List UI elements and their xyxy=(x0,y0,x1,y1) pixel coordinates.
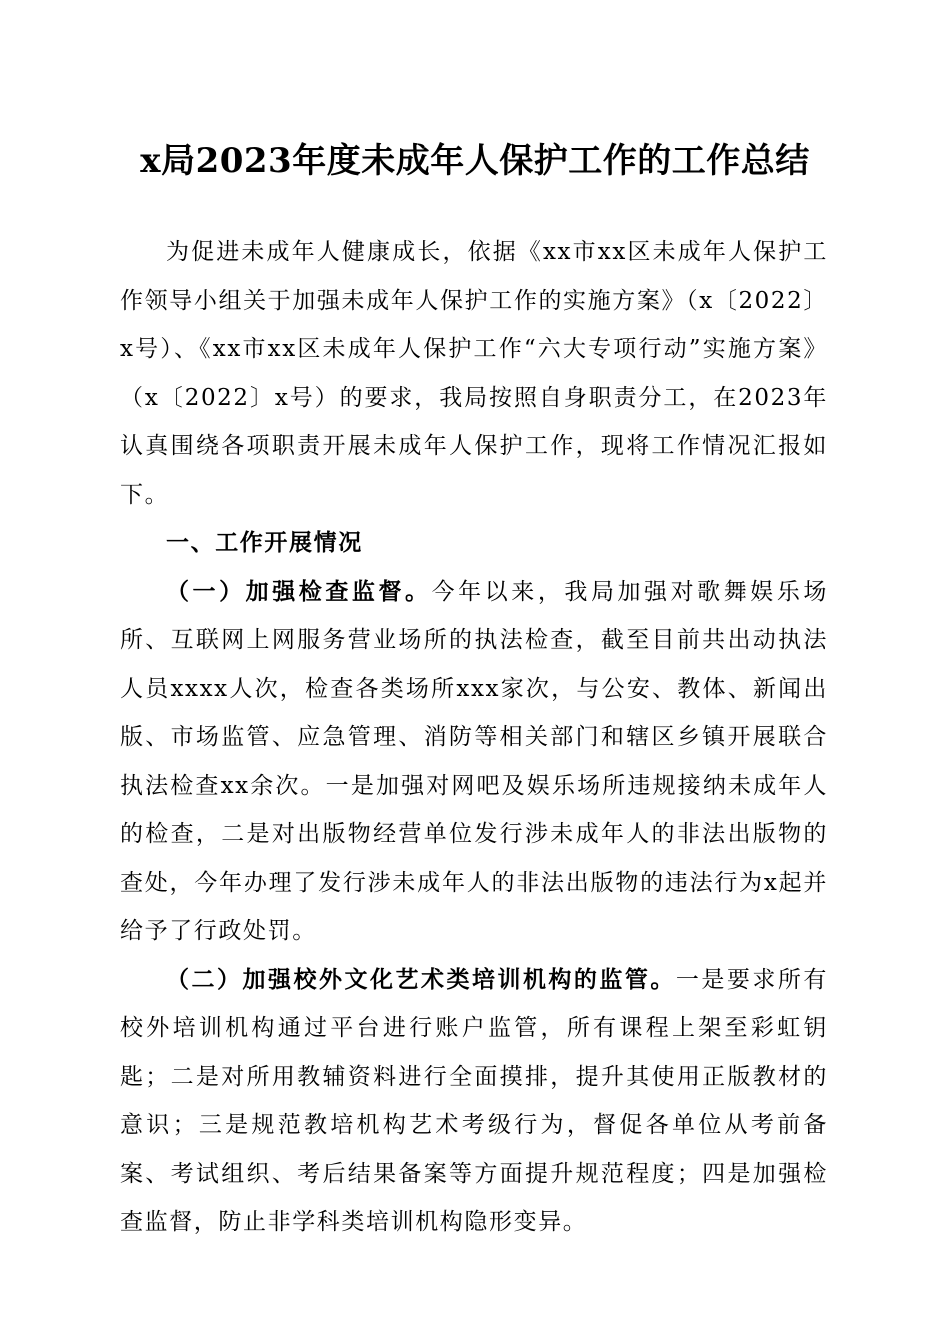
item-2-text: 一是要求所有校外培训机构通过平台进行账户监管，所有课程上架至彩虹钥匙；二是对所用教辅资料进行全面摸排，提升其使用正版教材的意识；三是规范教培机构艺术考级行为，督促各单位从考前备案、考试组织、考后结果备案等方面提升规范程度；四是加强检查监督，防止非学科类培训机构隐形变异。 xyxy=(120,966,829,1235)
item-1-text: 今年以来，我局加强对歌舞娱乐场所、互联网上网服务营业场所的执法检查，截至目前共出动执法人员xxxx人次，检查各类场所xxx家次，与公安、教体、新闻出版、市场监管、应急管理、消防等相关部门和辖区乡镇开展联合执法检查xx余次。一是加强对网吧及娱乐场所违规接纳未成年人的检查，二是对出版物经营单位发行涉未成年人的非法出版物的查处，今年办理了发行涉未成年人的非法出版物的违法行为x起并给予了行政处罚。 xyxy=(120,578,829,944)
item-2-lead: （二）加强校外文化艺术类培训机构的监管。 xyxy=(166,965,676,993)
intro-paragraph: 为促进未成年人健康成长，依据《xx市xx区未成年人保护工作领导小组关于加强未成年人保护工作的实施方案》（x〔2022〕x号）、《xx市xx区未成年人保护工作“六大专项行动”实施方案》（x〔2022〕x号）的要求，我局按照自身职责分工，在2023年认真围绕各项职责开展未成年人保护工作，现将工作情况汇报如下。 xyxy=(120,239,828,508)
document-body xyxy=(120,228,828,1247)
document-title: x局2023年度未成年人保护工作的工作总结 xyxy=(140,141,810,181)
paragraph-item-1 xyxy=(120,568,828,956)
section-heading: 一、工作开展情况 xyxy=(166,530,363,556)
item-1-lead: （一）加强检查监督。 xyxy=(166,577,432,605)
paragraph-item-2 xyxy=(120,956,828,1247)
